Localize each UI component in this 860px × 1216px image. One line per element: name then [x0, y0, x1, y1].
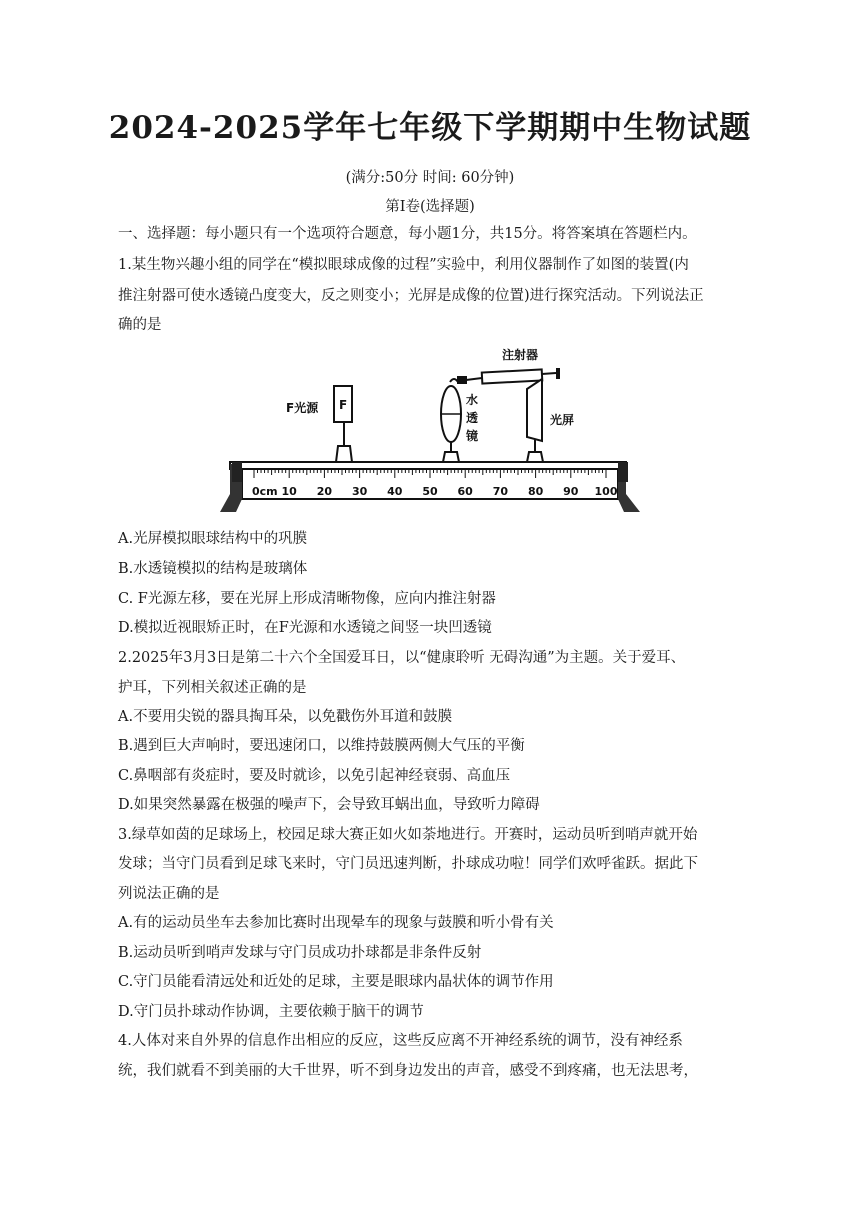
lens-label-2: 透 [466, 411, 479, 425]
ruler-tick-label: 10 [281, 485, 297, 498]
q2-stem-line-1: 2.2025年3月3日是第二十六个全国爱耳日，以“健康聆听 无碍沟通”为主题。关于爱耳、 [118, 650, 686, 666]
q3-option-d: D.守门员扑球动作协调，主要依赖于脑干的调节 [118, 1004, 424, 1020]
page-title: 2024-2025学年七年级下学期期中生物试题 [108, 110, 752, 146]
lens-label-3: 镜 [466, 429, 479, 443]
ruler-tick-label: 40 [387, 485, 403, 498]
light-source-label: F光源 [286, 401, 319, 415]
q1-stem-line-1: 1.某生物兴趣小组的同学在“模拟眼球成像的过程”实验中，利用仪器制作了如图的装置(内 [118, 257, 689, 273]
q4-stem-line-2: 统，我们就看不到美丽的大千世界，听不到身边发出的声音，感受不到疼痛，也无法思考， [118, 1063, 698, 1079]
ruler-tick-label: 90 [563, 485, 579, 498]
ruler-tick-label: 20 [316, 485, 333, 498]
eye-model-diagram [214, 344, 644, 516]
water-lens [441, 379, 461, 462]
q1-option-d: D.模拟近视眼矫正时，在F光源和水透镜之间竖一块凹透镜 [118, 620, 492, 636]
ruler-tick-label: 100 [594, 485, 618, 498]
q3-stem-line-2: 发球；当守门员看到足球飞来时，守门员迅速判断，扑球成功啦！同学们欢呼雀跃。据此下 [118, 856, 698, 872]
q2-stem-line-2: 护耳，下列相关叙述正确的是 [118, 680, 307, 696]
ruler-tick-label: 80 [527, 485, 544, 498]
q2-option-d: D.如果突然暴露在极强的噪声下，会导致耳蜗出血，导致听力障碍 [118, 797, 540, 813]
q3-option-c: C.守门员能看清远处和近处的足球，主要是眼球内晶状体的调节作用 [118, 974, 554, 990]
section-heading: 第Ⅰ卷(选择题) [385, 199, 475, 215]
q1-option-a: A.光屏模拟眼球结构中的巩膜 [118, 531, 308, 547]
q1-option-b: B.水透镜模拟的结构是玻璃体 [118, 561, 308, 577]
q3-option-a: A.有的运动员坐车去参加比赛时出现晕车的现象与鼓膜和听小骨有关 [118, 915, 554, 931]
q2-option-b: B.遇到巨大声响时，要迅速闭口，以维持鼓膜两侧大气压的平衡 [118, 738, 525, 754]
screen-label: 光屏 [550, 413, 575, 427]
instructions: 一、选择题：每小题只有一个选项符合题意，每小题1分，共15分。将答案填在答题栏内。 [118, 226, 697, 242]
light-letter: F [339, 398, 348, 412]
q3-stem-line-1: 3.绿草如茵的足球场上，校园足球大赛正如火如荼地进行。开赛时，运动员听到哨声就开始 [118, 827, 698, 843]
q2-option-c: C.鼻咽部有炎症时，要及时就诊，以免引起神经衰弱、高血压 [118, 768, 511, 784]
q1-option-c: C. F光源左移，要在光屏上形成清晰物像，应向内推注射器 [118, 591, 496, 607]
q1-stem-line-3: 确的是 [118, 317, 162, 333]
q3-option-b: B.运动员听到哨声发球与守门员成功扑球都是非条件反射 [118, 945, 482, 961]
q4-stem-line-1: 4.人体对来自外界的信息作出相应的反应，这些反应离不开神经系统的调节，没有神经系 [118, 1033, 683, 1049]
q2-option-a: A.不要用尖锐的器具掏耳朵，以免戳伤外耳道和鼓膜 [118, 709, 453, 725]
q1-stem-line-2: 推注射器可使水透镜凸度变大，反之则变小；光屏是成像的位置)进行探究活动。下列说法正 [118, 288, 704, 304]
ruler-tick-label: 60 [457, 485, 473, 498]
ruler-tick-label: 70 [492, 485, 509, 498]
light-screen [527, 379, 543, 462]
lens-label-1: 水 [466, 393, 479, 407]
q3-stem-line-3: 列说法正确的是 [118, 886, 220, 902]
ruler-tick-label: 30 [351, 485, 368, 498]
eye-model-figure [214, 344, 644, 516]
ruler-tick-label: 0cm [252, 485, 278, 498]
optical-bench [220, 462, 640, 512]
syringe-label: 注射器 [502, 348, 539, 362]
ruler-tick-label: 50 [422, 485, 438, 498]
syringe [457, 368, 560, 384]
exam-info: (满分:50分 时间: 60分钟) [345, 170, 515, 186]
